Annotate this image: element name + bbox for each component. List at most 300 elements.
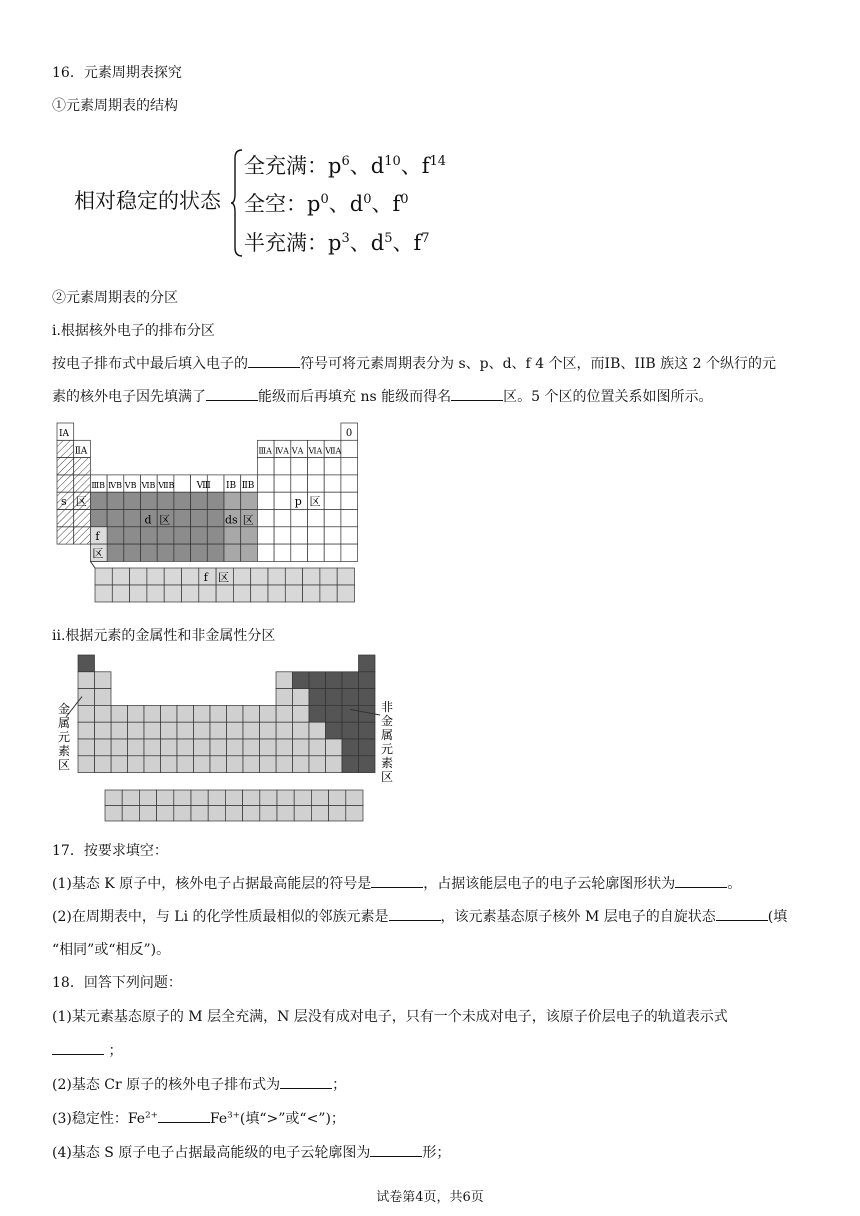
ds-zone-letter: ds: [225, 513, 238, 527]
answer-blank[interactable]: [206, 388, 258, 401]
f-block-cell: [112, 568, 129, 585]
p-block-cell: [274, 492, 291, 509]
f-block-cell: [95, 568, 112, 585]
q18-title: 18．回答下列问题：: [52, 975, 182, 991]
group-label-ⅦA: ⅦA: [325, 446, 342, 456]
metal-cell: [243, 756, 260, 773]
d-block-cell: [191, 544, 208, 561]
nonmetal-cell: [359, 689, 376, 706]
p-block-cell: [308, 475, 325, 492]
metal-cell: [260, 722, 277, 739]
metal-cell: [161, 722, 178, 739]
metal-nonmetal-figure: [50, 650, 400, 830]
p-block-cell: [257, 458, 274, 475]
p-block-cell: [324, 475, 341, 492]
metal-table-cells: [66, 655, 380, 821]
answer-blank[interactable]: [371, 875, 423, 888]
q18-p4: (4)基态 S 原子电子占据最高能级的电子云轮廓图为 形；: [52, 1145, 451, 1161]
metal-cell: [293, 756, 310, 773]
s-block-cell: [74, 527, 91, 544]
f-block-cell: [130, 568, 147, 585]
answer-blank[interactable]: [675, 875, 727, 888]
nonmetal-cell: [342, 756, 359, 773]
f-row-cell: [157, 806, 174, 822]
metal-cell: [276, 722, 293, 739]
s-zone-letter: s: [61, 495, 67, 509]
s-block-cell: [57, 510, 74, 527]
nonmetal-cell: [309, 689, 326, 706]
metal-label-char: 金: [58, 702, 71, 716]
q16-para1: 按电子排布式中最后填入电子的 符号可将元素周期表分为 s、p、d、f 4 个区，而IB、IIB 族这 2 个纵行的元: [52, 356, 776, 372]
answer-blank[interactable]: [451, 388, 503, 401]
f-block-cell: [268, 568, 285, 585]
brace-label: 相对稳定的状态: [74, 189, 221, 213]
metal-label-char: 属: [58, 716, 71, 730]
nonmetal-cell: [359, 672, 376, 689]
metal-cell: [78, 689, 95, 706]
f-row-cell: [122, 790, 139, 806]
f-row-cell: [277, 806, 294, 822]
metal-cell: [111, 756, 128, 773]
metal-cell: [309, 756, 326, 773]
f-block-cell: [268, 585, 285, 602]
q17-p2-cont: “相同”或“相反”)。: [52, 942, 171, 958]
d-block-cell: [157, 527, 174, 544]
metal-cell: [276, 672, 293, 689]
metal-cell: [111, 705, 128, 722]
p-block-cell: [324, 458, 341, 475]
nonmetal-cell: [326, 705, 343, 722]
metal-cell: [111, 739, 128, 756]
metal-cell: [161, 705, 178, 722]
periodic-table-blocks-figure: [50, 418, 360, 610]
group-header-cell: [174, 475, 191, 492]
metal-cell: [227, 739, 244, 756]
nonmetal-label-char: 金: [381, 714, 394, 728]
p-zone-word: 区: [309, 495, 321, 509]
f-row-cell: [208, 790, 225, 806]
nonmetal-label-char: 素: [381, 756, 394, 770]
nonmetal-cell: [359, 756, 376, 773]
nonmetal-cell: [326, 689, 343, 706]
f-block-cell: [199, 585, 216, 602]
f-row-cell: [311, 790, 328, 806]
ds-block-cell: [241, 544, 258, 561]
f-block-word: 区: [218, 571, 230, 584]
d-block-cell: [107, 544, 124, 561]
metal-cell: [95, 739, 112, 756]
s-block-cell: [74, 458, 91, 475]
f-block-letter: f: [203, 571, 208, 584]
q17-p2: (2)在周期表中，与 Li 的化学性质最相似的邻族元素是 ，该元素基态原子核外 M 层电子的自旋状态 (填: [52, 909, 788, 925]
f-block-cell: [216, 585, 233, 602]
p-block-cell: [341, 510, 358, 527]
f-row-cell: [346, 790, 363, 806]
nonmetal-cell: [359, 655, 376, 672]
metal-cell: [194, 722, 211, 739]
metal-cell: [260, 739, 277, 756]
metal-cell: [210, 705, 227, 722]
p-block-cell: [341, 544, 358, 561]
s-block-cell: [57, 527, 74, 544]
metal-cell: [95, 689, 112, 706]
f-block-cell: [182, 568, 199, 585]
metal-cell: [177, 739, 194, 756]
p-block-cell: [324, 510, 341, 527]
d-block-cell: [90, 510, 107, 527]
ds-block-cell: [224, 492, 241, 509]
p-block-cell: [341, 492, 358, 509]
metal-cell: [293, 689, 310, 706]
s-block-cell: [74, 510, 91, 527]
s-block-cell: [57, 440, 74, 457]
metal-cell: [326, 756, 343, 773]
p-block-cell: [291, 510, 308, 527]
f-block-cell: [251, 585, 268, 602]
ds-block-cell: [241, 492, 258, 509]
group-label-0: 0: [345, 428, 353, 439]
answer-blank[interactable]: [52, 1042, 104, 1055]
metal-cell: [210, 756, 227, 773]
q17-title: 17．按要求填空：: [52, 843, 168, 859]
f-row-cell: [260, 790, 277, 806]
answer-blank[interactable]: [370, 1144, 422, 1157]
group-label-IB: ⅠB: [226, 480, 237, 491]
d-zone-word: 区: [159, 513, 171, 527]
group-label-ⅢA: ⅢA: [258, 446, 272, 456]
f-row-cell: [139, 806, 156, 822]
metal-cell: [161, 756, 178, 773]
nonmetal-cell: [342, 705, 359, 722]
f-row-cell: [191, 806, 208, 822]
d-block-cell: [191, 527, 208, 544]
q18-p2: (2)基态 Cr 原子的核外电子排布式为 ；: [52, 1077, 347, 1093]
metal-label-char: 素: [58, 744, 71, 758]
f-row-cell: [294, 790, 311, 806]
group-label-IIA: ⅡA: [74, 446, 88, 457]
d-block-cell: [207, 510, 224, 527]
f-block-cell: [320, 568, 337, 585]
metal-cell: [128, 756, 145, 773]
nonmetal-label-char: 非: [381, 700, 394, 714]
d-block-cell: [107, 510, 124, 527]
p-block-cell: [308, 458, 325, 475]
q16-sub1: ①元素周期表的结构: [52, 98, 178, 114]
nonmetal-cell: [309, 672, 326, 689]
group-label-VIII: Ⅷ: [196, 480, 211, 491]
f-block-cell: [303, 568, 320, 585]
metal-cell: [194, 705, 211, 722]
f-row-cell: [243, 790, 260, 806]
f-row-cell: [174, 790, 191, 806]
metal-cell: [194, 756, 211, 773]
f-zone-letter: f: [95, 529, 100, 543]
f-row-cell: [329, 806, 346, 822]
metal-cell: [177, 756, 194, 773]
p-block-cell: [308, 527, 325, 544]
metal-cell: [95, 756, 112, 773]
metal-cell: [78, 722, 95, 739]
brace-row-half: 半充满：$p^3$、$d^5$、$f^7$: [244, 231, 430, 255]
f-row-cell: [277, 790, 294, 806]
f-block-connector: [90, 561, 95, 568]
metal-cell: [95, 672, 112, 689]
metal-cell: [95, 705, 112, 722]
f-row-cell: [105, 806, 122, 822]
f-row-cell: [311, 806, 328, 822]
s-zone-word: 区: [75, 495, 87, 509]
metal-cell: [128, 739, 145, 756]
d-block-cell: [191, 492, 208, 509]
metal-cell: [276, 756, 293, 773]
metal-cell: [78, 739, 95, 756]
d-block-cell: [174, 492, 191, 509]
f-block-cell: [164, 568, 181, 585]
d-block-cell: [174, 544, 191, 561]
group-label-ⅥB: ⅥB: [141, 480, 156, 490]
nonmetal-cell: [342, 739, 359, 756]
p-block-cell: [291, 527, 308, 544]
f-row-cell: [225, 790, 242, 806]
d-block-cell: [124, 527, 141, 544]
ds-block-cell: [241, 527, 258, 544]
metal-cell: [243, 705, 260, 722]
metal-cell: [243, 722, 260, 739]
q18-p1: (1)某元素基态原子的 M 层全充满，N 层没有成对电子，只有一个未成对电子，该原子价层电子的轨道表示式: [52, 1009, 728, 1025]
f-block-cell: [337, 568, 354, 585]
d-block-cell: [191, 510, 208, 527]
f-block-cell: [147, 568, 164, 585]
f-block-cell: [164, 585, 181, 602]
metal-cell: [194, 739, 211, 756]
metal-cell: [227, 756, 244, 773]
p-block-cell: [308, 510, 325, 527]
d-block-cell: [90, 492, 107, 509]
p-block-cell: [324, 544, 341, 561]
p-block-cell: [257, 510, 274, 527]
metal-cell: [276, 689, 293, 706]
group-label-ⅢB: ⅢB: [91, 480, 105, 490]
d-block-cell: [174, 527, 191, 544]
p-block-cell: [308, 544, 325, 561]
metal-cell: [78, 756, 95, 773]
nonmetal-cell: [342, 672, 359, 689]
metal-cell: [95, 722, 112, 739]
nonmetal-cell: [293, 672, 310, 689]
q18-p3: (3)稳定性：$Fe^{2+}$ $Fe^{3+}$(填“>”或“<”)；: [52, 1110, 345, 1127]
f-row-cell: [260, 806, 277, 822]
page-footer: 试卷第4页，共6页: [376, 1190, 484, 1205]
f-row-cell: [157, 790, 174, 806]
s-block-cell: [57, 475, 74, 492]
answer-blank[interactable]: [280, 1076, 332, 1089]
metal-cell: [144, 722, 161, 739]
metal-cell: [111, 722, 128, 739]
f-block-cell: [285, 585, 302, 602]
d-block-cell: [141, 492, 158, 509]
p-block-cell: [274, 475, 291, 492]
metal-cell: [260, 756, 277, 773]
nonmetal-label-char: 属: [381, 728, 394, 742]
f-row-cell: [346, 806, 363, 822]
metal-cell: [293, 705, 310, 722]
f-zone-word: 区: [92, 547, 104, 561]
nonmetal-cell: [359, 739, 376, 756]
metal-cell: [144, 756, 161, 773]
ds-block-cell: [224, 544, 241, 561]
f-block-cell: [130, 585, 147, 602]
nonmetal-cell: [326, 722, 343, 739]
f-block-cell: [95, 585, 112, 602]
d-block-cell: [141, 544, 158, 561]
stable-state-brace-block: [74, 142, 494, 262]
p-block-cell: [274, 544, 291, 561]
d-block-cell: [207, 527, 224, 544]
p-block-cell: [341, 475, 358, 492]
metal-label-char: 元: [58, 730, 71, 744]
f-block-cell: [320, 585, 337, 602]
d-block-cell: [174, 510, 191, 527]
f-block-cell: [147, 585, 164, 602]
f-row-cell: [174, 806, 191, 822]
d-block-cell: [124, 544, 141, 561]
answer-blank[interactable]: [248, 355, 300, 368]
metal-cell: [177, 705, 194, 722]
f-block-cell: [251, 568, 268, 585]
p-block-cell: [324, 492, 341, 509]
metal-cell: [227, 705, 244, 722]
metal-cell: [293, 739, 310, 756]
group-label-ⅤB: ⅤB: [124, 480, 137, 490]
metal-cell: [309, 722, 326, 739]
p-block-cell: [257, 475, 274, 492]
answer-blank[interactable]: [716, 908, 768, 921]
s-block-cell: [74, 475, 91, 492]
group-label-ⅦB: ⅦB: [158, 480, 175, 490]
ds-zone-word: 区: [242, 513, 254, 527]
nonmetal-cell: [78, 655, 95, 672]
q16-title: 16．元素周期表探究: [52, 65, 182, 81]
f-block-cell: [285, 568, 302, 585]
answer-blank[interactable]: [158, 1110, 210, 1123]
metal-cell: [227, 722, 244, 739]
group-label-IA: ⅠA: [59, 429, 70, 439]
metal-cell: [177, 722, 194, 739]
d-block-cell: [107, 527, 124, 544]
metal-cell: [326, 739, 343, 756]
nonmetal-label-char: 区: [381, 770, 394, 784]
d-block-cell: [124, 492, 141, 509]
metal-cell: [128, 705, 145, 722]
metal-cell: [210, 722, 227, 739]
metal-cell: [276, 739, 293, 756]
brace-row-full: 全充满：$p^6$、$d^{10}$、$f^{14}$: [244, 154, 447, 178]
group-label-ⅤA: ⅤA: [291, 446, 304, 456]
ds-block-cell: [224, 527, 241, 544]
answer-blank[interactable]: [389, 908, 441, 921]
p-block-cell: [291, 458, 308, 475]
f-row-cell: [191, 790, 208, 806]
p-block-cell: [324, 527, 341, 544]
nonmetal-cell: [342, 689, 359, 706]
d-block-cell: [141, 527, 158, 544]
f-block-cell: [233, 568, 250, 585]
p-block-cell: [257, 527, 274, 544]
p-block-cell: [257, 492, 274, 509]
metal-cell: [276, 705, 293, 722]
f-row-cell: [139, 790, 156, 806]
group-label-IIB: ⅡB: [241, 480, 255, 491]
s-block-cell: [57, 458, 74, 475]
d-block-cell: [107, 492, 124, 509]
group-0-cell: [341, 440, 358, 457]
metal-cell: [78, 672, 95, 689]
f-block-cell: [303, 585, 320, 602]
metal-cell: [144, 705, 161, 722]
nonmetal-cell: [359, 722, 376, 739]
f-row-cell: [225, 806, 242, 822]
d-block-cell: [207, 492, 224, 509]
f-block-cell: [233, 585, 250, 602]
f-row-cell: [243, 806, 260, 822]
metal-cell: [161, 739, 178, 756]
metal-cell: [144, 739, 161, 756]
p-block-cell: [257, 544, 274, 561]
p-block-cell: [341, 527, 358, 544]
nonmetal-cell: [342, 722, 359, 739]
q16-sub2: ②元素周期表的分区: [52, 290, 178, 306]
f-row-cell: [105, 790, 122, 806]
f-block-cell: [182, 585, 199, 602]
p-block-cell: [341, 458, 358, 475]
q16-para2: 素的核外电子因先填满了 能级而后再填充 ns 能级而得名 区。5 个区的位置关系如图所示。: [52, 389, 713, 405]
metal-cell: [243, 739, 260, 756]
f-row-cell: [329, 790, 346, 806]
group-label-ⅣA: ⅣA: [275, 446, 289, 456]
metal-cell: [128, 722, 145, 739]
p-block-cell: [291, 544, 308, 561]
p-block-cell: [274, 458, 291, 475]
d-block-cell: [207, 544, 224, 561]
p-block-cell: [291, 475, 308, 492]
f-row-cell: [208, 806, 225, 822]
f-block-cell: [112, 585, 129, 602]
p-block-cell: [274, 527, 291, 544]
d-zone-letter: d: [144, 513, 152, 527]
q18-p1-cont: ；: [52, 1040, 122, 1060]
d-block-cell: [157, 492, 174, 509]
nonmetal-cell: [309, 705, 326, 722]
metal-cell: [309, 739, 326, 756]
brace-icon: [230, 148, 244, 258]
brace-row-empty: 全空：$p^0$、$d^0$、$f^0$: [244, 192, 409, 216]
metal-cell: [78, 705, 95, 722]
f-row-cell: [122, 806, 139, 822]
nonmetal-label-char: 元: [381, 742, 394, 756]
metal-cell: [260, 705, 277, 722]
p-block-cell: [274, 510, 291, 527]
q17-p1: (1)基态 K 原子中，核外电子占据最高能层的符号是 ，占据该能层电子的电子云轮廓图形状为 。: [52, 876, 742, 892]
d-block-cell: [124, 510, 141, 527]
group-label-ⅥA: ⅥA: [308, 446, 323, 456]
q16-sub2-i: i.根据核外电子的排布分区: [52, 323, 215, 339]
metal-cell: [293, 722, 310, 739]
d-block-cell: [157, 544, 174, 561]
metal-cell: [210, 739, 227, 756]
group-label-ⅣB: ⅣB: [108, 480, 122, 490]
q16-sub2-ii: ii.根据元素的金属性和非金属性分区: [52, 628, 276, 644]
metal-label-char: 区: [58, 758, 71, 772]
